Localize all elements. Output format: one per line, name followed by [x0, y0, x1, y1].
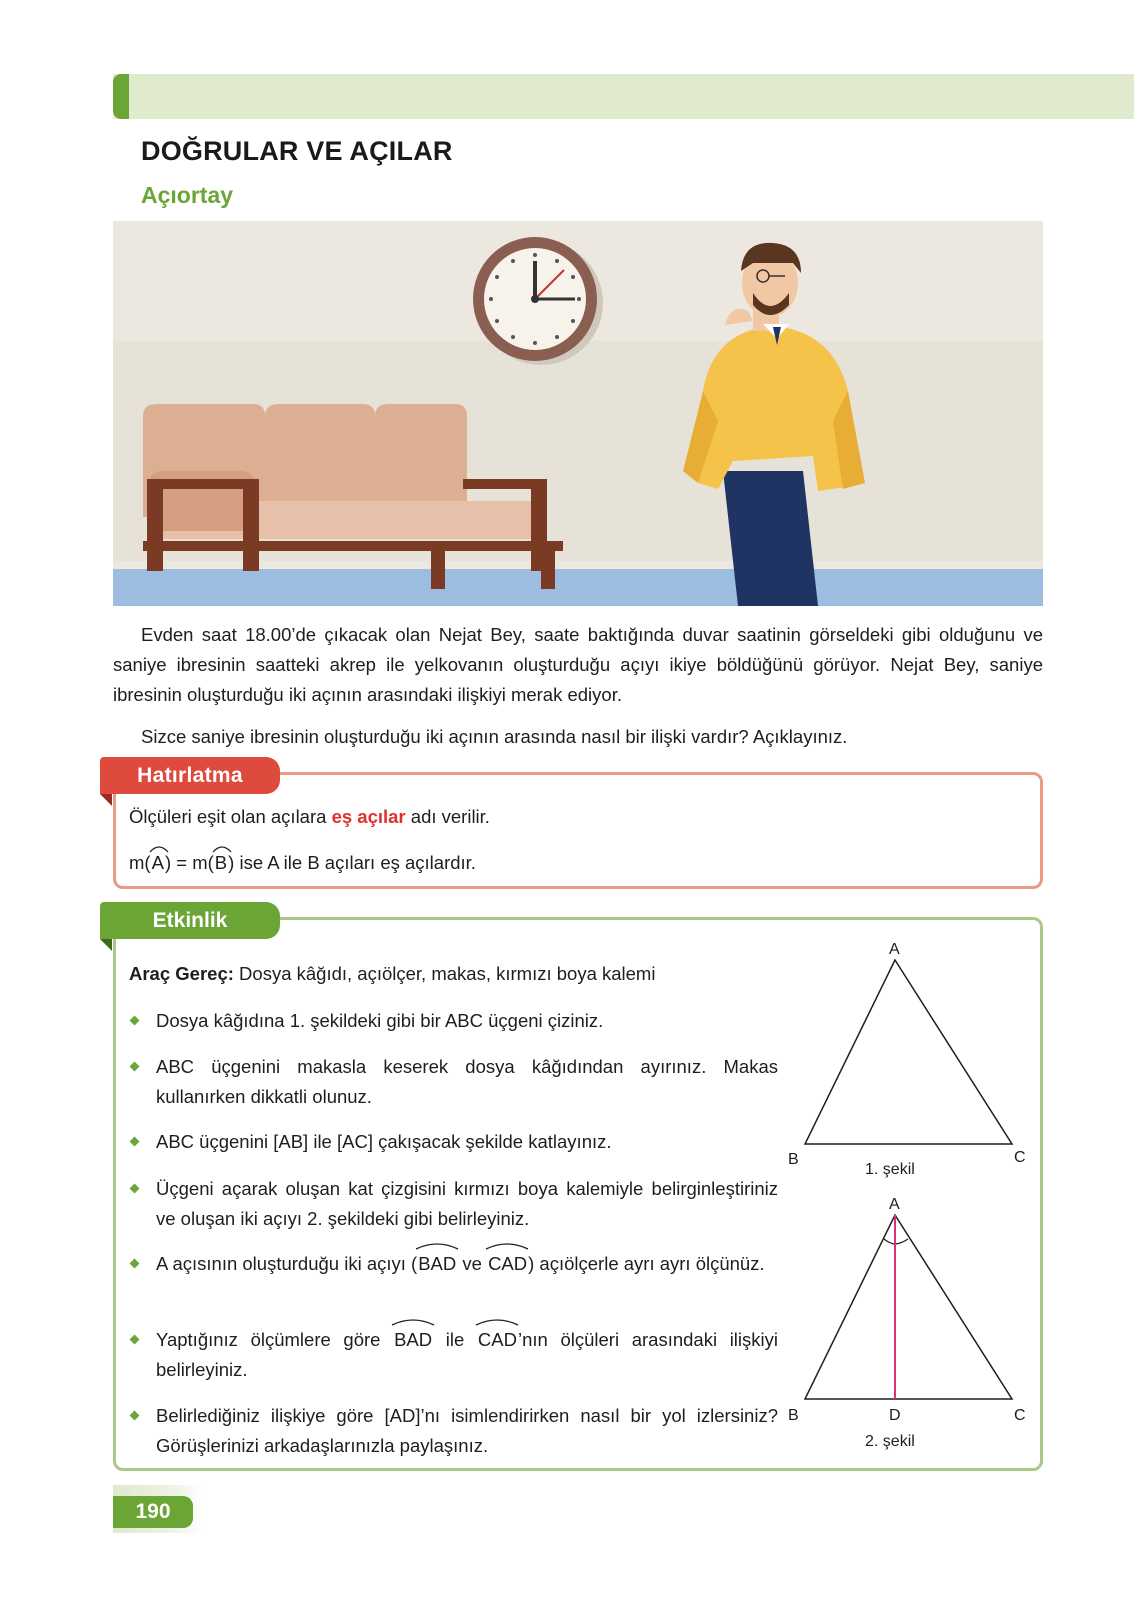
triangle-abc-1	[805, 960, 1012, 1144]
room-scene-image	[113, 221, 1043, 606]
step-3: ABC üçgenini [AB] ile [AC] çakışacak şekilde katlayınız.	[156, 1131, 612, 1152]
page-number: 190	[113, 1496, 193, 1528]
angle-cad-symbol	[477, 1325, 518, 1355]
angle-name: BAD	[394, 1329, 433, 1350]
angle-hat-icon	[149, 843, 169, 853]
step-text: A açısının oluşturduğu iki açıyı (	[156, 1253, 418, 1274]
angle-a-symbol	[151, 852, 165, 874]
reminder-text: Ölçüleri eşit olan açılara	[129, 806, 332, 827]
tools-line	[129, 963, 655, 985]
fig1-label-b: B	[788, 1151, 799, 1168]
step-5	[156, 1249, 778, 1279]
step-text: Yaptığınız ölçümlere göre	[156, 1329, 394, 1350]
angle-hat-icon	[485, 1240, 529, 1250]
scene-illustration	[113, 221, 1043, 606]
angle-hat-icon	[391, 1316, 435, 1326]
header-band	[113, 74, 1134, 119]
angle-hat-icon	[475, 1316, 519, 1326]
angle-arc-cad	[896, 1239, 908, 1244]
activity-label: Etkinlik	[100, 902, 280, 939]
figure-1	[788, 941, 1026, 1178]
step-text: ) açıölçerle ayrı ayrı ölçünüz.	[528, 1253, 765, 1274]
fig2-label-a: A	[889, 1196, 900, 1213]
question-paragraph: Sizce saniye ibresinin oluşturduğu iki açının arasında nasıl bir ilişki vardır? Açıklayınız.	[141, 726, 848, 747]
fig1-label-c: C	[1014, 1149, 1026, 1166]
reminder-text: adı verilir.	[405, 806, 490, 827]
angle-name: BAD	[418, 1253, 457, 1274]
measure-symbol: m	[129, 852, 145, 873]
step-1: Dosya kâğıdına 1. şekildeki gibi bir ABC üçgeni çiziniz.	[156, 1010, 604, 1031]
section-subtitle: Açıortay	[141, 182, 234, 208]
step-text: ve	[457, 1253, 488, 1274]
triangle-figures	[790, 940, 1050, 1460]
angle-letter: A	[151, 852, 164, 873]
angle-b-symbol	[214, 852, 228, 874]
angle-letter: B	[214, 852, 228, 873]
step-6	[156, 1325, 778, 1385]
activity-label-fold	[100, 939, 112, 951]
page-title: DOĞRULAR VE AÇILAR	[141, 136, 453, 166]
reminder-definition	[129, 806, 490, 828]
reminder-text: ise A ile B açıları eş açılardır.	[239, 852, 476, 873]
angle-name: CAD	[477, 1329, 517, 1350]
fig1-label-a: A	[889, 941, 900, 958]
intro-paragraph: Evden saat 18.00’de çıkacak olan Nejat Bey, saate baktığında duvar saatinin görseldeki gibi olduğunu ve saniye ibresinin saatteki akrep ile yelkovanın oluşturduğu açıyı ikiye böldüğünü görüyor. Nejat Bey, saniye ibresinin oluşturduğu iki açının arasındaki ilişkiyi merak ediyor.	[113, 624, 1043, 705]
fig1-caption: 1. şekil	[865, 1161, 915, 1178]
highlight-term: eş açılar	[331, 806, 406, 827]
reminder-formula: m( A) = m( B) ise A ile B açıları eş açılardır.	[129, 852, 476, 874]
reminder-label-fold	[100, 794, 112, 806]
step-text: ile	[433, 1329, 477, 1350]
step-4: Üçgeni açarak oluşan kat çizgisini kırmızı boya kalemiyle belirginleştiriniz ve oluşan iki açıyı 2. şekildeki gibi belirleyiniz.	[156, 1178, 778, 1229]
angle-hat-icon	[415, 1240, 459, 1250]
tools-label: Araç Gereç:	[129, 963, 234, 984]
angle-hat-icon	[212, 843, 232, 853]
figure-2	[788, 1196, 1026, 1450]
equals-sign: =	[171, 852, 193, 873]
angle-name: CAD	[488, 1253, 528, 1274]
reminder-label: Hatırlatma	[100, 757, 280, 794]
step-7: Belirlediğiniz ilişkiye göre [AD]’nı isimlendirirken nasıl bir yol izlersiniz? Görüşlerinizi arkadaşlarınızla paylaşınız.	[156, 1405, 778, 1456]
measure-symbol: m	[192, 852, 208, 873]
step-text: ’nın ölçüleri arasındaki ilişkiyi belirleyiniz.	[156, 1329, 778, 1380]
angle-arc-bad	[884, 1239, 894, 1244]
triangle-abc-2	[805, 1215, 1012, 1399]
tools-text: Dosya kâğıdı, açıölçer, makas, kırmızı boya kalemi	[233, 963, 656, 984]
angle-bad-symbol	[417, 1249, 457, 1279]
step-2: ABC üçgenini makasla keserek dosya kâğıdından ayırınız. Makas kullanırken dikkatli olunuz.	[156, 1056, 778, 1107]
fig2-caption: 2. şekil	[865, 1433, 915, 1450]
fig2-label-b: B	[788, 1407, 799, 1424]
angle-bad-symbol	[393, 1325, 433, 1355]
fig2-label-c: C	[1014, 1407, 1026, 1424]
header-band-tab	[113, 74, 129, 119]
angle-cad-symbol	[487, 1249, 528, 1279]
fig2-label-d: D	[889, 1407, 901, 1424]
